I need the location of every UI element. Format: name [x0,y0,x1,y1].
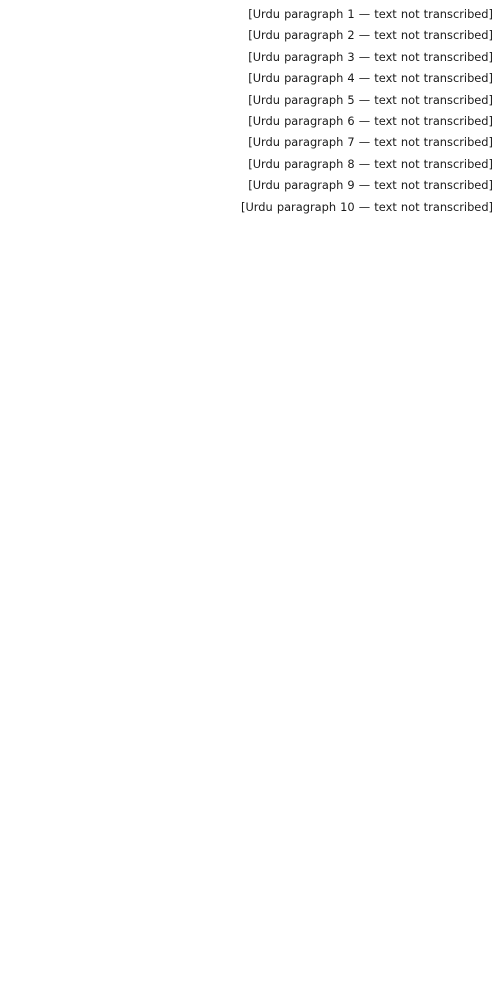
article-paragraph: [Urdu paragraph 5 — text not transcribed] [248,92,493,107]
article-paragraph: [Urdu paragraph 10 — text not transcribed] [241,199,493,214]
article-paragraph: [Urdu paragraph 6 — text not transcribed] [248,114,493,129]
article-paragraph: [Urdu paragraph 9 — text not transcribed] [248,178,493,193]
article-paragraph: [Urdu paragraph 3 — text not transcribed] [248,49,493,64]
article-paragraph: [Urdu paragraph 7 — text not transcribed] [248,135,493,150]
article-paragraph: [Urdu paragraph 8 — text not transcribed] [248,156,493,171]
article-paragraph: [Urdu paragraph 2 — text not transcribed] [248,28,493,43]
article-paragraph: [Urdu paragraph 4 — text not transcribed] [248,71,493,86]
article-paragraph: [Urdu paragraph 1 — text not transcribed] [248,7,493,21]
